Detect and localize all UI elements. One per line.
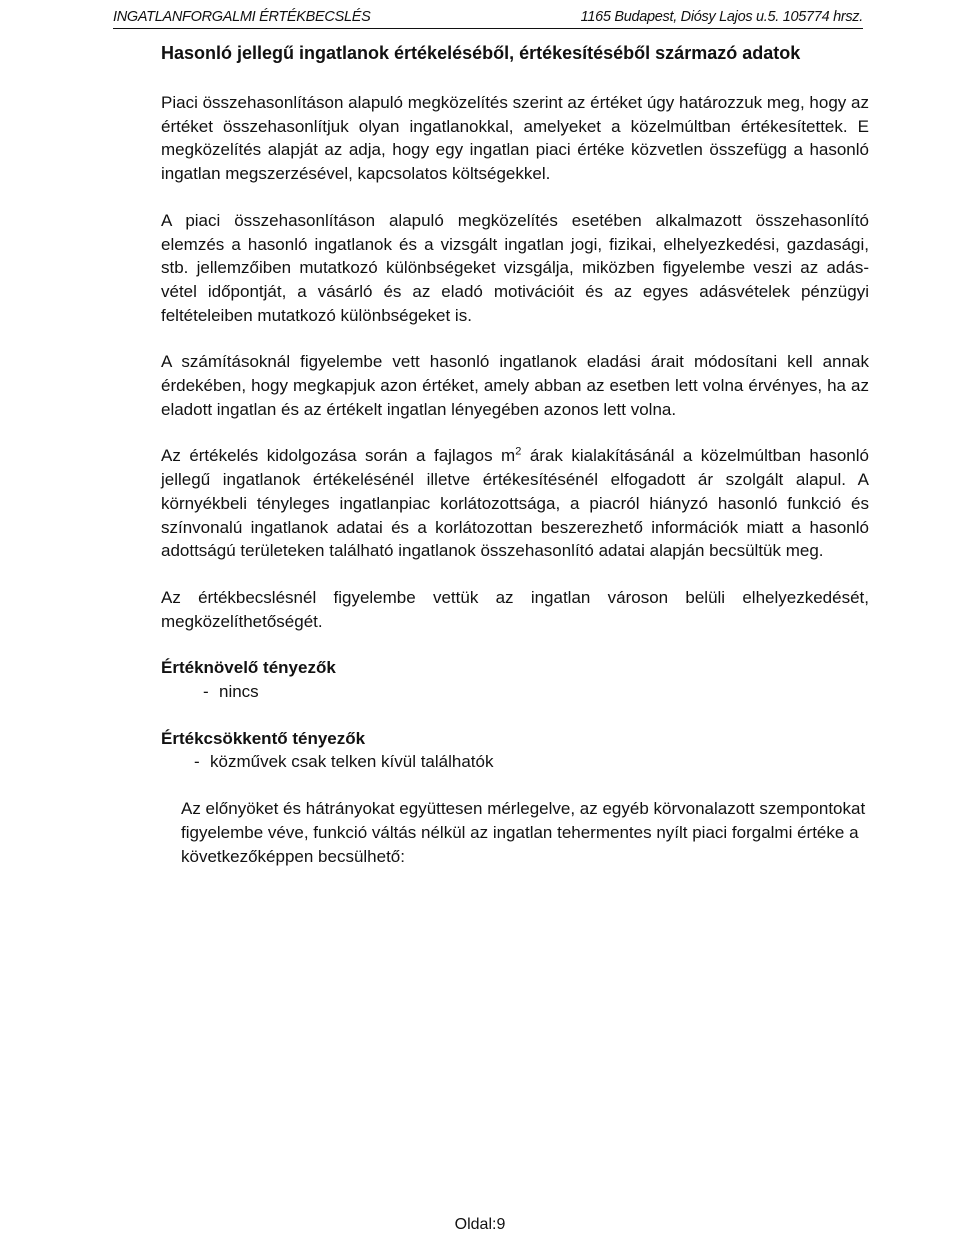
value-increasing-item [161, 680, 869, 704]
paragraph-market-comparison: Piaci összehasonlításon alapuló megközelítés szerint az értéket úgy határozzuk meg, hogy az értéket összehasonlítjuk olyan ingatlanokkal, amelyeket a közelmúltban értékesítettek. E megközelítés alapját az adja, hogy egy ingatlan piaci értéke közvetlen összefügg a hasonló ingatlan megszerzésével, kapcsolatos költségekkel. [161, 93, 869, 184]
paragraph-conclusion: Az előnyöket és hátrányokat együttesen mérlegelve, az egyéb körvonalazott szempontokat figyelembe véve, funkció váltás nélkül az ingatlan tehermentes nyílt piaci forgalmi értéke a következőképpen becsülhető: [181, 799, 866, 866]
value-increasing-item-text: nincs [219, 682, 259, 702]
paragraph-unit-price-text-end: árak kialakításánál a közelmúltban hasonló jellegű ingatlanok értékelésénél illetve értékesítésénél elfogadott ár szolgált alapul. A környékbeli tényleges ingatlanpiac korlátozottsága, a piacról hiányzó hasonló funkció és színvonalú ingatlanok adatai és a korlátozottan beszerezhető információk miatt a hasonló adottságú területeken található ingatlanok összehasonlító adatai alapján becsültük meg. [161, 446, 869, 561]
page-number: Oldal:9 [454, 1216, 506, 1233]
value-decreasing-item-text: közművek csak telken kívül találhatók [210, 752, 494, 772]
value-decreasing-heading: Értékcsökkentő tényezők [161, 728, 366, 748]
header-document-type: INGATLANFORGALMI ÉRTÉKBECSLÉS [113, 9, 371, 25]
list-dash: - [194, 752, 200, 772]
paragraph-unit-price-text-start: Az értékelés kidolgozása során a fajlagos m [161, 446, 516, 466]
square-superscript: 2 [515, 445, 522, 458]
paragraph-unit-price-basis [161, 444, 869, 563]
value-increasing-heading: Értéknövelő tényezők [161, 658, 336, 678]
page-header [113, 8, 863, 29]
page-content [161, 42, 869, 868]
header-property-address: 1165 Budapest, Diósy Lajos u.5. 105774 hrsz. [580, 9, 863, 25]
paragraph-price-adjustment: A számításoknál figyelembe vett hasonló ingatlanok eladási árait módosítani kell annak érdekében, hogy megkapjuk azon értéket, amely abban az esetben lett volna érvényes, ha az eladott ingatlan és az értékelt ingatlan lényegében azonos lett volna. [161, 352, 869, 419]
section-title: Hasonló jellegű ingatlanok értékeléséből, értékesítéséből származó adatok [161, 43, 801, 63]
paragraph-comparative-analysis: A piaci összehasonlításon alapuló megközelítés esetében alkalmazott összehasonlító elemzés a hasonló ingatlanok és a vizsgált ingatlan jogi, fizikai, elhelyezkedési, gazdasági, stb. jellemzőiben mutatkozó különbségeket vizsgálja, miközben figyelembe veszi az adás-vétel időpontját, a vásárló és az eladó motivációit és az egyes adásvételek pénzügyi feltételeiben mutatkozó különbségeket is. [161, 210, 869, 325]
list-dash: - [203, 682, 209, 702]
page-footer [0, 1216, 960, 1234]
paragraph-location: Az értékbecslésnél figyelembe vettük az ingatlan városon belüli elhelyezkedését, megközelíthetőségét. [161, 587, 869, 631]
value-decreasing-item [161, 750, 869, 774]
